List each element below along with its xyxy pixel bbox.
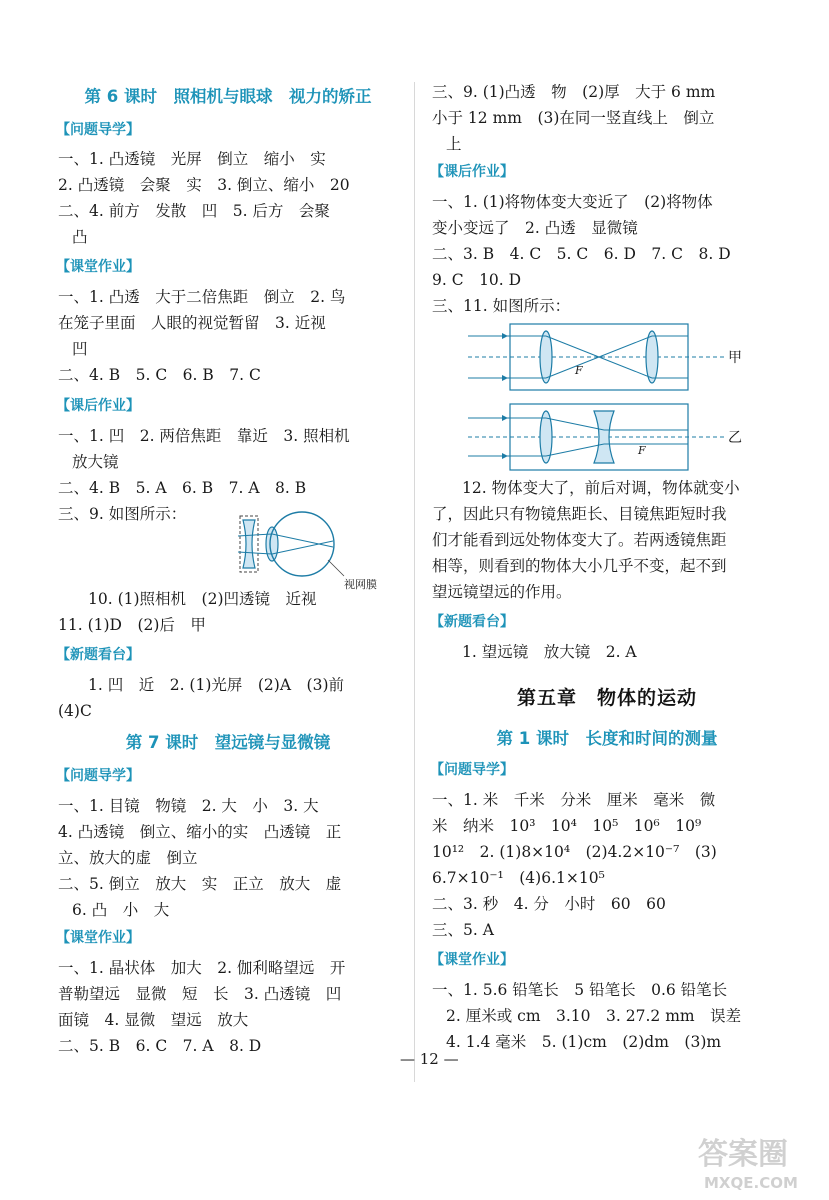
- arrow-icon: [502, 333, 508, 339]
- answer-line: 10. (1)照相机 (2)凹透镜 近视: [88, 590, 317, 608]
- tag-problem-guide: 【问题导学】: [56, 768, 140, 784]
- answer-line: 一、1. 目镜 物镜 2. 大 小 3. 大: [58, 797, 319, 815]
- answer-line: 二、5. B 6. C 7. A 8. D: [58, 1037, 262, 1055]
- concave-lens-icon: [243, 520, 255, 568]
- light-ray: [546, 444, 604, 456]
- answer-line: 们才能看到远处物体变大了。若两透镜焦距: [432, 531, 727, 549]
- label-pointer: [328, 560, 344, 576]
- answer-line: 小于 12 mm (3)在同一竖直线上 倒立: [432, 109, 715, 127]
- retina-label: 视网膜: [344, 578, 377, 590]
- page-number: — 12 —: [400, 1050, 459, 1068]
- tag-new-questions: 【新题看台】: [430, 614, 514, 630]
- answer-line: 放大镜: [72, 453, 119, 471]
- answer-line: 一、1. 米 千米 分米 厘米 毫米 微: [432, 791, 716, 809]
- answer-line: 凸: [72, 228, 88, 246]
- answer-line: 11. (1)D (2)后 甲: [58, 616, 206, 634]
- answer-line: 一、1. 凸透镜 光屏 倒立 缩小 实: [58, 150, 326, 168]
- watermark-text: 答案圈: [698, 1137, 788, 1172]
- answer-line: 望远镜望远的作用。: [432, 583, 572, 601]
- answer-line: 一、1. 晶状体 加大 2. 伽利略望远 开: [58, 959, 346, 977]
- lesson-1-title: 第 1 课时 长度和时间的测量: [496, 729, 718, 748]
- tag-homework: 【课后作业】: [430, 164, 514, 180]
- arrow-icon: [502, 453, 508, 459]
- answer-line: 一、1. (1)将物体变大变近了 (2)将物体: [432, 193, 713, 211]
- answer-line: 三、9. (1)凸透 物 (2)厚 大于 6 mm: [432, 83, 716, 101]
- answer-line: 立、放大的虚 倒立: [58, 849, 198, 867]
- answer-line: 二、5. 倒立 放大 实 正立 放大 虚: [58, 875, 342, 893]
- eyepiece-lens-icon: [646, 331, 658, 383]
- lesson-6-title: 第 6 课时 照相机与眼球 视力的矫正: [84, 87, 372, 106]
- answer-line: 9. C 10. D: [432, 271, 522, 289]
- answer-line: (4)C: [58, 702, 92, 720]
- tag-problem-guide: 【问题导学】: [56, 122, 140, 138]
- answer-line: 1. 凹 近 2. (1)光屏 (2)A (3)前: [88, 676, 344, 694]
- watermark-logo: [694, 1128, 822, 1194]
- eyeball-icon: [270, 512, 334, 576]
- answer-line: 6. 凸 小 大: [72, 901, 170, 919]
- answer-line: 6.7×10⁻¹ (4)6.1×10⁵: [432, 869, 605, 887]
- answer-line: 了，因此只有物镜焦距长、目镜焦距短时我: [432, 505, 727, 523]
- tag-problem-guide: 【问题导学】: [430, 762, 514, 778]
- answer-line: 二、4. B 5. A 6. B 7. A 8. B: [58, 479, 307, 497]
- answer-line: 凹: [72, 340, 88, 358]
- tag-classwork: 【课堂作业】: [430, 952, 514, 968]
- light-ray: [272, 534, 333, 547]
- answer-line: 一、1. 凸透 大于二倍焦距 倒立 2. 鸟: [58, 288, 346, 306]
- answer-line: 二、3. B 4. C 5. C 6. D 7. C 8. D: [432, 245, 731, 263]
- label-jia: 甲: [728, 350, 742, 366]
- answer-line: 10¹² 2. (1)8×10⁴ (2)4.2×10⁻⁷ (3): [432, 843, 717, 861]
- chapter-title: 第五章 物体的运动: [516, 687, 697, 709]
- answer-line: 米 纳米 10³ 10⁴ 10⁵ 10⁶ 10⁹: [432, 817, 702, 835]
- answer-line: 二、3. 秒 4. 分 小时 60 60: [432, 895, 666, 913]
- answer-line: 相等，则看到的物体大小几乎不变，起不到: [432, 557, 727, 575]
- column-divider: [414, 82, 415, 1082]
- light-ray: [546, 418, 604, 430]
- light-ray: [272, 541, 333, 554]
- lesson-7-title: 第 7 课时 望远镜与显微镜: [125, 733, 331, 752]
- tag-new-questions: 【新题看台】: [56, 647, 140, 663]
- answer-line: 三、11. 如图所示：: [432, 297, 571, 315]
- answer-line: 2. 凸透镜 会聚 实 3. 倒立、缩小 20: [58, 176, 350, 194]
- arrow-icon: [502, 375, 508, 381]
- answer-line: 面镜 4. 显微 望远 放大: [58, 1011, 249, 1029]
- answer-line: 一、1. 5.6 铅笔长 5 铅笔长 0.6 铅笔长: [432, 981, 728, 999]
- answer-line: 三、5. A: [432, 921, 494, 939]
- answer-line: 12. 物体变大了，前后对调，物体就变小: [462, 479, 740, 497]
- answer-line: 普勒望远 显微 短 长 3. 凸透镜 凹: [58, 985, 342, 1003]
- answer-line: 1. 望远镜 放大镜 2. A: [462, 643, 637, 661]
- label-yi: 乙: [728, 430, 742, 446]
- answer-line: 在笼子里面 人眼的视觉暂留 3. 近视: [58, 314, 326, 332]
- answer-line: 2. 厘米或 cm 3.10 3. 27.2 mm 误差: [446, 1007, 742, 1025]
- answer-line: 二、4. B 5. C 6. B 7. C: [58, 366, 261, 384]
- answer-line: 二、4. 前方 发散 凹 5. 后方 会聚: [58, 202, 330, 220]
- answer-line: 变小变远了 2. 凸透 显微镜: [432, 219, 638, 237]
- objective-lens-icon: [540, 331, 552, 383]
- tag-classwork: 【课堂作业】: [56, 930, 140, 946]
- telescope-diagram: [462, 322, 762, 474]
- answer-line: 4. 凸透镜 倒立、缩小的实 凸透镜 正: [58, 823, 342, 841]
- tag-homework: 【课后作业】: [56, 398, 140, 414]
- answer-line: 4. 1.4 毫米 5. (1)cm (2)dm (3)m: [446, 1033, 722, 1051]
- eye-correction-diagram: [238, 508, 398, 590]
- arrow-icon: [502, 415, 508, 421]
- answer-line: 三、9. 如图所示：: [58, 505, 187, 523]
- watermark-url: MXQE.COM: [704, 1174, 798, 1192]
- tag-classwork: 【课堂作业】: [56, 259, 140, 275]
- focus-label: F: [575, 364, 583, 377]
- answer-line: 上: [446, 135, 462, 153]
- answer-line: 一、1. 凹 2. 两倍焦距 靠近 3. 照相机: [58, 427, 350, 445]
- focus-label: F: [638, 444, 646, 457]
